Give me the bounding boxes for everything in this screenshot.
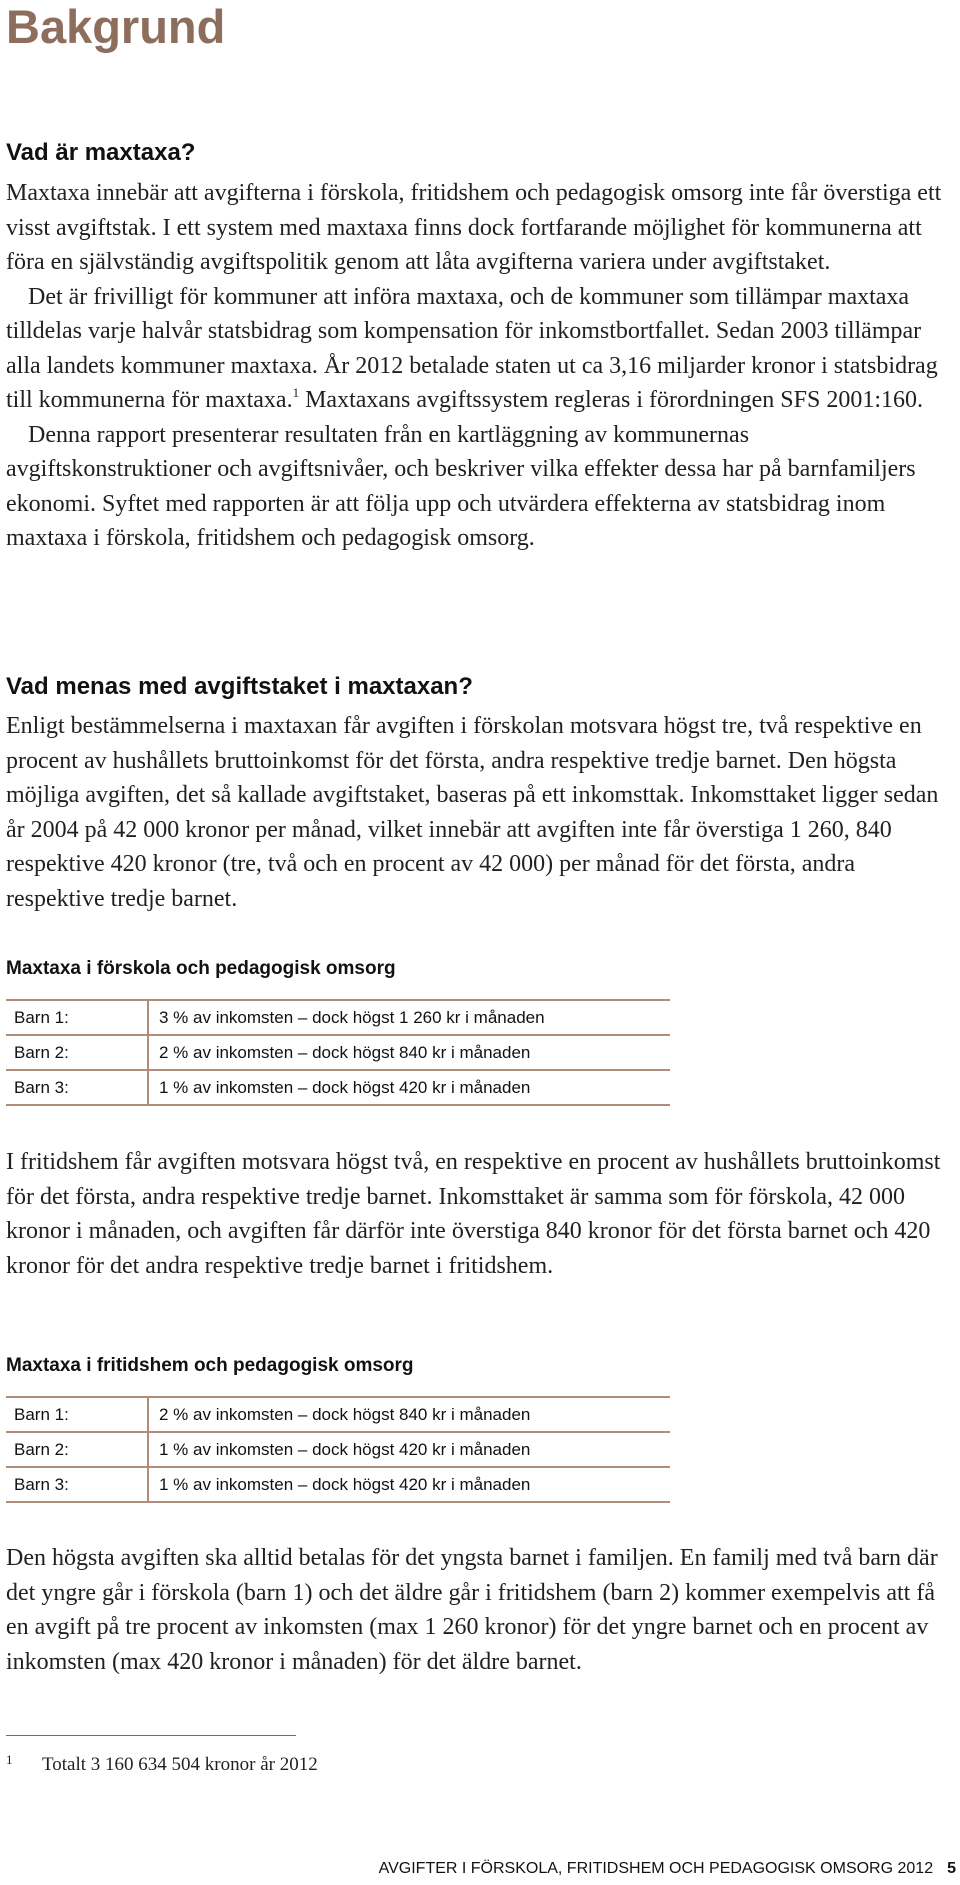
table-row bbox=[6, 1467, 670, 1502]
footnote-divider bbox=[6, 1735, 296, 1736]
table-row bbox=[6, 1000, 670, 1035]
table-caption-forskola: Maxtaxa i förskola och pedagogisk omsorg bbox=[6, 958, 396, 979]
table-cell-label: Barn 1: bbox=[6, 1000, 148, 1035]
footnote-text: Totalt 3 160 634 504 kronor år 2012 bbox=[42, 1754, 318, 1775]
table-cell-value: 1 % av inkomsten – dock högst 420 kr i månaden bbox=[148, 1070, 670, 1105]
fee-table-fritidshem bbox=[6, 1396, 670, 1503]
table-cell-value: 1 % av inkomsten – dock högst 420 kr i månaden bbox=[148, 1467, 670, 1502]
page-title: Bakgrund bbox=[6, 0, 226, 53]
table-cell-label: Barn 1: bbox=[6, 1397, 148, 1432]
paragraph-yngsta-barnet bbox=[6, 1541, 956, 1679]
table-caption-fritidshem: Maxtaxa i fritidshem och pedagogisk omsorg bbox=[6, 1355, 414, 1376]
fee-table-forskola bbox=[6, 999, 670, 1106]
paragraph-text: Maxtaxans avgiftssystem regleras i förordningen SFS 2001:160. bbox=[299, 387, 924, 413]
table-row bbox=[6, 1070, 670, 1105]
table-cell-label: Barn 3: bbox=[6, 1467, 148, 1502]
footnote bbox=[6, 1748, 318, 1777]
table-row bbox=[6, 1397, 670, 1432]
table-cell-value: 2 % av inkomsten – dock högst 840 kr i månaden bbox=[148, 1035, 670, 1070]
table-cell-label: Barn 3: bbox=[6, 1070, 148, 1105]
paragraph: Enligt bestämmelserna i maxtaxan får avgiften i förskolan motsvara högst tre, två respektive en procent av hushållets bruttoinkomst för det första, andra respektive tredje barnet. Den högsta möjliga avgiften, det så kallade avgiftstaket, baseras på ett inkomsttak. Inkomsttaket ligger sedan år 2004 på 42 000 kronor per månad, vilket innebär att avgiften inte får överstiga 1 260, 840 respektive 420 kronor (tre, två och en procent av 42 000) per månad för det första, andra respektive tredje barnet. bbox=[6, 713, 939, 912]
paragraph-text: Det är frivilligt för kommuner att införa maxtaxa, och de kommuner som tillämpar maxtaxa tilldelas varje halvår statsbidrag som kompensation för inkomstbortfallet. Sedan 2003 tillämpar alla landets kommuner maxtaxa. År 2012 betalade staten ut ca 3,16 miljarder kronor i statsbidrag till kommunerna för maxtaxa. bbox=[6, 283, 938, 413]
table-row bbox=[6, 1035, 670, 1070]
table-cell-label: Barn 2: bbox=[6, 1035, 148, 1070]
table-cell-value: 2 % av inkomsten – dock högst 840 kr i månaden bbox=[148, 1397, 670, 1432]
running-title: AVGIFTER I FÖRSKOLA, FRITIDSHEM OCH PEDAGOGISK OMSORG 2012 bbox=[378, 1860, 934, 1877]
table-cell-value: 1 % av inkomsten – dock högst 420 kr i månaden bbox=[148, 1432, 670, 1467]
footnote-reference: 1 bbox=[292, 385, 300, 400]
paragraph: Maxtaxa innebär att avgifterna i förskola, fritidshem och pedagogisk omsorg inte får överstiga ett visst avgiftstak. I ett system med maxtaxa finns dock fortfarande möjlighet för kommunerna att föra en självständig avgiftspolitik genom att låta avgifterna variera under avgiftstaket. bbox=[6, 180, 942, 275]
paragraph: Denna rapport presenterar resultaten från en kartläggning av kommunernas avgiftskonstruktioner och avgiftsnivåer, och beskriver vilka effekter dessa har på barnfamiljers ekonomi. Syftet med rapporten är att följa upp och utvärdera effekterna av statsbidrag inom maxtaxa i förskola, fritidshem och pedagogisk omsorg. bbox=[6, 421, 916, 551]
section-heading-maxtaxa: Vad är maxtaxa? bbox=[6, 139, 196, 166]
section-heading-avgiftstaket: Vad menas med avgiftstaket i maxtaxan? bbox=[6, 673, 473, 700]
page-footer bbox=[379, 1858, 956, 1880]
table-cell-label: Barn 2: bbox=[6, 1432, 148, 1467]
paragraph: Den högsta avgiften ska alltid betalas för det yngsta barnet i familjen. En familj med två barn där det yngre går i förskola (barn 1) och det äldre går i fritidshem (barn 2) kommer exempelvis att få en avgift på tre procent av inkomsten (max 1 260 kronor) för det yngre barnet och en procent av inkomsten (max 420 kronor i månaden) för det äldre barnet. bbox=[6, 1545, 938, 1675]
paragraph bbox=[6, 280, 956, 418]
page-number: 5 bbox=[947, 1860, 956, 1877]
section-body-avgiftstaket bbox=[6, 709, 956, 916]
footnote-number: 1 bbox=[6, 1752, 13, 1767]
table-cell-value: 3 % av inkomsten – dock högst 1 260 kr i månaden bbox=[148, 1000, 670, 1035]
section-body-maxtaxa bbox=[6, 176, 956, 556]
paragraph: I fritidshem får avgiften motsvara högst två, en respektive en procent av hushållets bruttoinkomst för det första, andra respektive tredje barnet. Inkomsttaket är samma som för förskola, 42 000 kronor i månaden, och avgiften får därför inte överstiga 840 kronor för det första barnet och 420 kronor för det andra respektive tredje barnet i fritidshem. bbox=[6, 1149, 941, 1279]
paragraph-fritidshem bbox=[6, 1145, 956, 1283]
table-row bbox=[6, 1432, 670, 1467]
